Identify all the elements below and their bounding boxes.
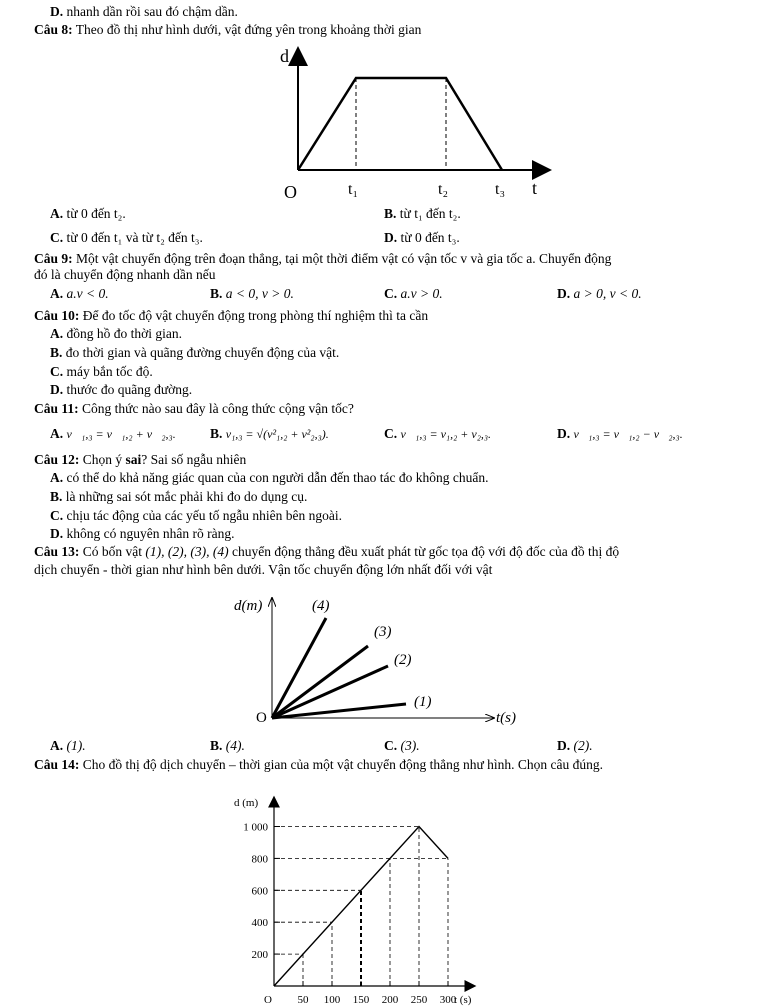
origin-label: O xyxy=(284,182,297,202)
option-text: (4). xyxy=(225,738,245,753)
option-formula: v₁,₃ = √(v²₁,₂ + v²₂,₃). xyxy=(225,427,329,441)
question-label: Câu 10: xyxy=(34,308,80,323)
question-emphasis: sai xyxy=(125,452,142,467)
option-label: D. xyxy=(50,526,64,541)
option-text: từ 0 đến t₃. xyxy=(400,230,460,245)
q10-option-c xyxy=(50,364,153,380)
question-label: Câu 12: xyxy=(34,452,80,467)
q13-option-a xyxy=(50,738,86,754)
question-14 xyxy=(34,757,603,773)
option-label: B. xyxy=(210,286,223,301)
question-text: Chọn ý xyxy=(82,452,126,467)
q9-option-b xyxy=(210,286,294,302)
question-label: Câu 14: xyxy=(34,757,80,772)
option-label: A. xyxy=(50,470,64,485)
option-label: A. xyxy=(50,738,64,753)
y-tick-label: 200 xyxy=(251,949,268,962)
question-9-cont xyxy=(34,267,215,283)
question-13-cont xyxy=(34,562,492,578)
question-12 xyxy=(34,452,246,468)
x-tick-label: 250 xyxy=(410,994,428,1006)
option-text: a.v < 0. xyxy=(66,286,109,301)
option-text: a < 0, v > 0. xyxy=(225,286,294,301)
option-label: B. xyxy=(384,206,397,221)
q9-option-c xyxy=(384,286,443,302)
option-label: A. xyxy=(50,326,64,341)
x-tick-label: 100 xyxy=(323,994,341,1006)
option-text: đồng hồ đo thời gian. xyxy=(66,326,183,341)
option-label: D. xyxy=(50,4,64,19)
question-11 xyxy=(34,401,354,417)
option-formula: v⃗₁,₃ = v⃗₁,₂ + v⃗₂,₃. xyxy=(66,427,176,441)
option-text: (3). xyxy=(400,738,420,753)
y-axis-label: d xyxy=(280,46,289,66)
figure-four-lines-graph xyxy=(228,592,528,730)
q13-option-b xyxy=(210,738,245,754)
x-tick-label: 50 xyxy=(297,994,309,1006)
x-axis-label: t (s) xyxy=(454,994,472,1006)
q8-option-c xyxy=(50,230,203,246)
q11-option-c xyxy=(384,426,491,442)
prev-option-d xyxy=(50,4,238,20)
option-label: C. xyxy=(384,738,398,753)
option-label: C. xyxy=(384,286,398,301)
q10-option-d xyxy=(50,382,192,398)
q10-option-b xyxy=(50,345,339,361)
option-text: a.v > 0. xyxy=(400,286,443,301)
option-text: nhanh dần rồi sau đó chậm dần. xyxy=(66,4,238,19)
option-text: chịu tác động của các yếu tố ngẫu nhiên bên ngoài. xyxy=(66,508,343,523)
tick-t3: t₃ xyxy=(495,181,506,198)
question-label: Câu 13: xyxy=(34,544,80,559)
option-label: C. xyxy=(50,364,64,379)
x-axis-label: t xyxy=(532,178,538,198)
option-label: D. xyxy=(384,230,398,245)
option-label: B. xyxy=(210,738,223,753)
y-tick-label: 600 xyxy=(251,885,268,898)
origin-label: O xyxy=(256,710,267,726)
option-label: B. xyxy=(50,345,63,360)
option-text: đo thời gian và quãng đường chuyển động của vật. xyxy=(65,345,340,360)
option-label: A. xyxy=(50,286,64,301)
question-label: Câu 11: xyxy=(34,401,79,416)
q9-option-a xyxy=(50,286,109,302)
option-text: máy bắn tốc độ. xyxy=(66,364,153,379)
q12-option-a xyxy=(50,470,488,486)
y-axis-label: d (m) xyxy=(234,797,259,809)
option-label: D. xyxy=(557,738,571,753)
q8-option-d xyxy=(384,230,460,246)
question-italic: (1), (2), (3), (4) xyxy=(145,544,229,559)
option-label: D. xyxy=(557,286,571,301)
q12-option-d xyxy=(50,526,234,542)
origin-label: O xyxy=(264,994,272,1006)
q11-option-a xyxy=(50,426,176,442)
x-tick-label: 200 xyxy=(381,994,399,1006)
question-10 xyxy=(34,308,428,324)
q8-option-b xyxy=(384,206,461,222)
q9-option-d xyxy=(557,286,642,302)
x-axis-label: t(s) xyxy=(496,710,516,726)
line-label-1: (1) xyxy=(414,694,432,710)
y-axis-label: d(m) xyxy=(234,598,263,614)
option-label: C. xyxy=(50,508,64,523)
question-label: Câu 9: xyxy=(34,251,73,266)
y-tick-label: 800 xyxy=(251,853,268,866)
option-label: B. xyxy=(210,426,223,441)
option-text: a > 0, v < 0. xyxy=(573,286,642,301)
option-label: A. xyxy=(50,206,64,221)
q13-option-c xyxy=(384,738,420,754)
option-label: D. xyxy=(557,426,571,441)
x-tick-label: 300 xyxy=(439,994,457,1006)
question-text: Theo đồ thị như hình dưới, vật đứng yên trong khoảng thời gian xyxy=(75,22,422,37)
x-tick-label: 150 xyxy=(352,994,370,1006)
displacement-time-chart xyxy=(226,790,496,1006)
option-label: C. xyxy=(50,230,64,245)
question-9 xyxy=(34,251,611,267)
option-text: có thể do khả năng giác quan của con người dẫn đến thao tác đo không chuẩn. xyxy=(66,470,489,485)
option-text: từ 0 đến t₂. xyxy=(66,206,126,221)
option-formula: v⃗₁,₃ = v⃗₁,₂ − v⃗₂,₃. xyxy=(573,427,683,441)
tick-t1: t₁ xyxy=(348,181,359,198)
option-label: D. xyxy=(50,382,64,397)
question-label: Câu 8: xyxy=(34,22,73,37)
line-label-3: (3) xyxy=(374,624,392,640)
option-text: (2). xyxy=(573,738,593,753)
line-label-2: (2) xyxy=(394,652,412,668)
option-text: thước đo quãng đường. xyxy=(66,382,193,397)
question-text: Một vật chuyển động trên đoạn thẳng, tại một thời điểm vật có vận tốc v và gia tốc a. Chuyển động xyxy=(76,251,612,266)
line-label-4: (4) xyxy=(312,598,330,614)
option-label: C. xyxy=(384,426,398,441)
q12-option-c xyxy=(50,508,342,524)
question-text: Công thức nào sau đây là công thức cộng vận tốc? xyxy=(82,401,354,416)
question-text: Có bốn vật xyxy=(82,544,146,559)
q13-option-d xyxy=(557,738,593,754)
question-13 xyxy=(34,544,619,560)
question-text: Để đo tốc độ vật chuyển động trong phòng thí nghiệm thì ta cần xyxy=(82,308,429,323)
q11-option-d xyxy=(557,426,683,442)
option-label: A. xyxy=(50,426,64,441)
question-text: dịch chuyển - thời gian như hình bên dưới. Vận tốc chuyển động lớn nhất đối với vật xyxy=(34,562,493,577)
option-text: từ t₁ đến t₂. xyxy=(399,206,461,221)
option-text: (1). xyxy=(66,738,86,753)
option-text: không có nguyên nhân rõ ràng. xyxy=(66,526,235,541)
question-text: ? Sai số ngẫu nhiên xyxy=(141,452,247,467)
question-text: Cho đồ thị độ dịch chuyển – thời gian của một vật chuyển động thẳng như hình. Chọn câu đúng. xyxy=(82,757,604,772)
option-formula: v⃗₁,₃ = v₁,₂ + v₂,₃. xyxy=(400,427,492,441)
tick-t2: t₂ xyxy=(438,181,449,198)
figure-position-time-graph xyxy=(270,42,560,202)
q12-option-b xyxy=(50,489,307,505)
question-text: đó là chuyển động nhanh dần nếu xyxy=(34,267,216,282)
q10-option-a xyxy=(50,326,182,342)
option-text: từ 0 đến t₁ và từ t₂ đến t₃. xyxy=(66,230,203,245)
question-text: chuyển động thẳng đều xuất phát từ gốc tọa độ với độ đốc của đồ thị độ xyxy=(228,544,620,559)
option-text: là những sai sót mắc phải khi đo do dụng cụ. xyxy=(65,489,308,504)
question-8 xyxy=(34,22,421,38)
option-label: B. xyxy=(50,489,63,504)
y-tick-label: 1 000 xyxy=(243,821,268,834)
q11-option-b xyxy=(210,426,329,442)
y-tick-label: 400 xyxy=(251,917,268,930)
q8-option-a xyxy=(50,206,126,222)
